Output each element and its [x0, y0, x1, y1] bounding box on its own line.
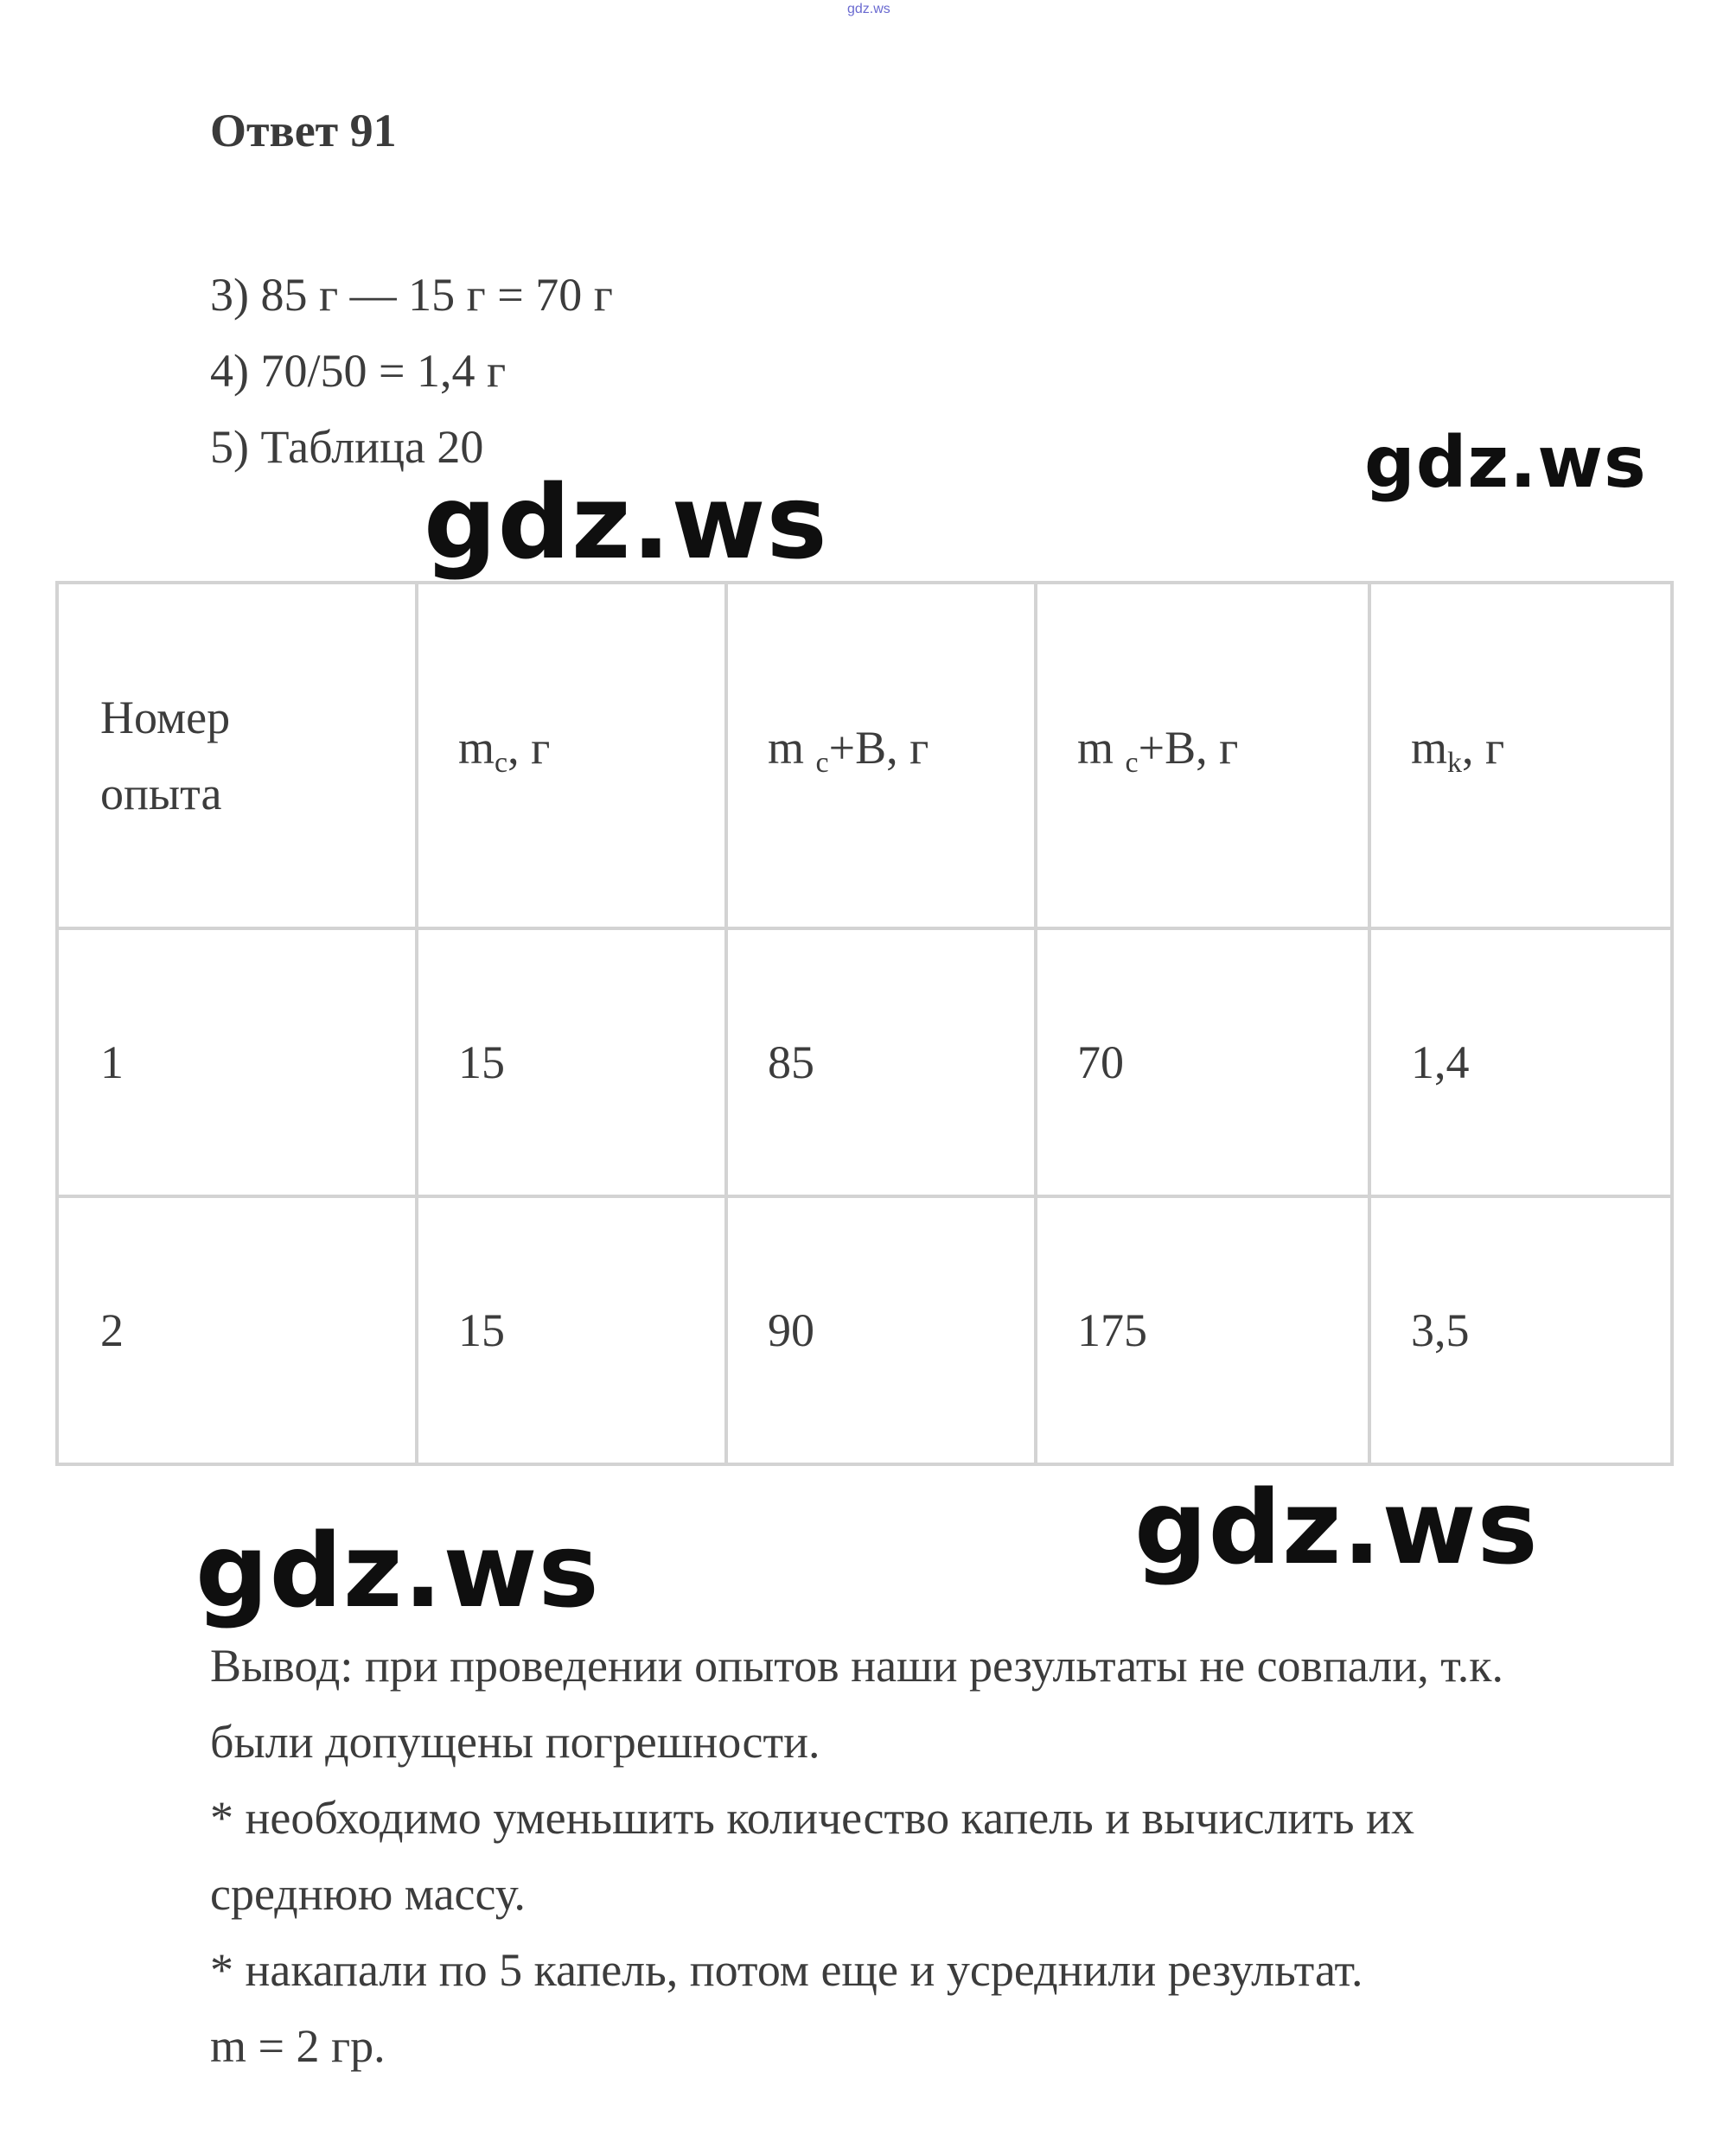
table-cell: 15: [417, 1196, 726, 1464]
answer-title: Ответ 91: [210, 105, 397, 156]
table-cell: 15: [417, 928, 726, 1196]
header-subscript: c: [1125, 747, 1139, 779]
header-symbol: m: [768, 722, 816, 774]
watermark: gdz.ws: [1364, 422, 1647, 504]
header-unit: +B, г: [828, 722, 929, 774]
header-symbol: m: [1411, 722, 1448, 774]
step-line: 5) Таблица 20: [210, 421, 484, 473]
header-symbol: m: [458, 722, 495, 774]
conclusion-line: среднюю массу.: [210, 1868, 526, 1920]
conclusion-line: были допущены погрешности.: [210, 1716, 820, 1768]
header-cell: [417, 583, 726, 928]
table-cell: 85: [726, 928, 1036, 1196]
header-subscript: c: [495, 747, 508, 779]
table-cell: 175: [1036, 1196, 1369, 1464]
watermark: gdz.ws: [1134, 1468, 1539, 1587]
watermark: gdz.ws: [195, 1511, 600, 1630]
watermark: gdz.ws: [424, 462, 828, 582]
header-unit: , г: [507, 722, 551, 774]
header-symbol: m: [1077, 722, 1126, 774]
table-header-row: [57, 583, 1672, 928]
table-cell: 1,4: [1369, 928, 1672, 1196]
results-table: [55, 581, 1674, 1466]
header-label: опыта: [100, 768, 222, 819]
header-watermark: gdz.ws: [847, 2, 890, 16]
table-row: [57, 1196, 1672, 1464]
step-line: 3) 85 г — 15 г = 70 г: [210, 269, 613, 321]
table-cell: 90: [726, 1196, 1036, 1464]
table-cell: 3,5: [1369, 1196, 1672, 1464]
header-unit: +B, г: [1138, 722, 1239, 774]
conclusion-block: [210, 1628, 1680, 2084]
conclusion-line: * необходимо уменьшить количество капель и вычислить их: [210, 1792, 1414, 1844]
table-cell: 70: [1036, 928, 1369, 1196]
conclusion-line: * накапали по 5 капель, потом еще и усреднили результат.: [210, 1944, 1363, 1996]
header-subscript: k: [1447, 747, 1463, 779]
table-cell: 1: [57, 928, 417, 1196]
header-cell: [1036, 583, 1369, 928]
conclusion-line: Вывод: при проведении опытов наши результаты не совпали, т.к.: [210, 1640, 1503, 1692]
table-cell: 2: [57, 1196, 417, 1464]
header-subscript: c: [815, 747, 829, 779]
header-unit: , г: [1462, 722, 1505, 774]
header-label: Номер: [100, 692, 231, 743]
header-cell: [57, 583, 417, 928]
step-line: 4) 70/50 = 1,4 г: [210, 345, 507, 397]
header-cell: [726, 583, 1036, 928]
table-row: [57, 928, 1672, 1196]
conclusion-line: m = 2 гр.: [210, 2020, 386, 2072]
header-cell: [1369, 583, 1672, 928]
